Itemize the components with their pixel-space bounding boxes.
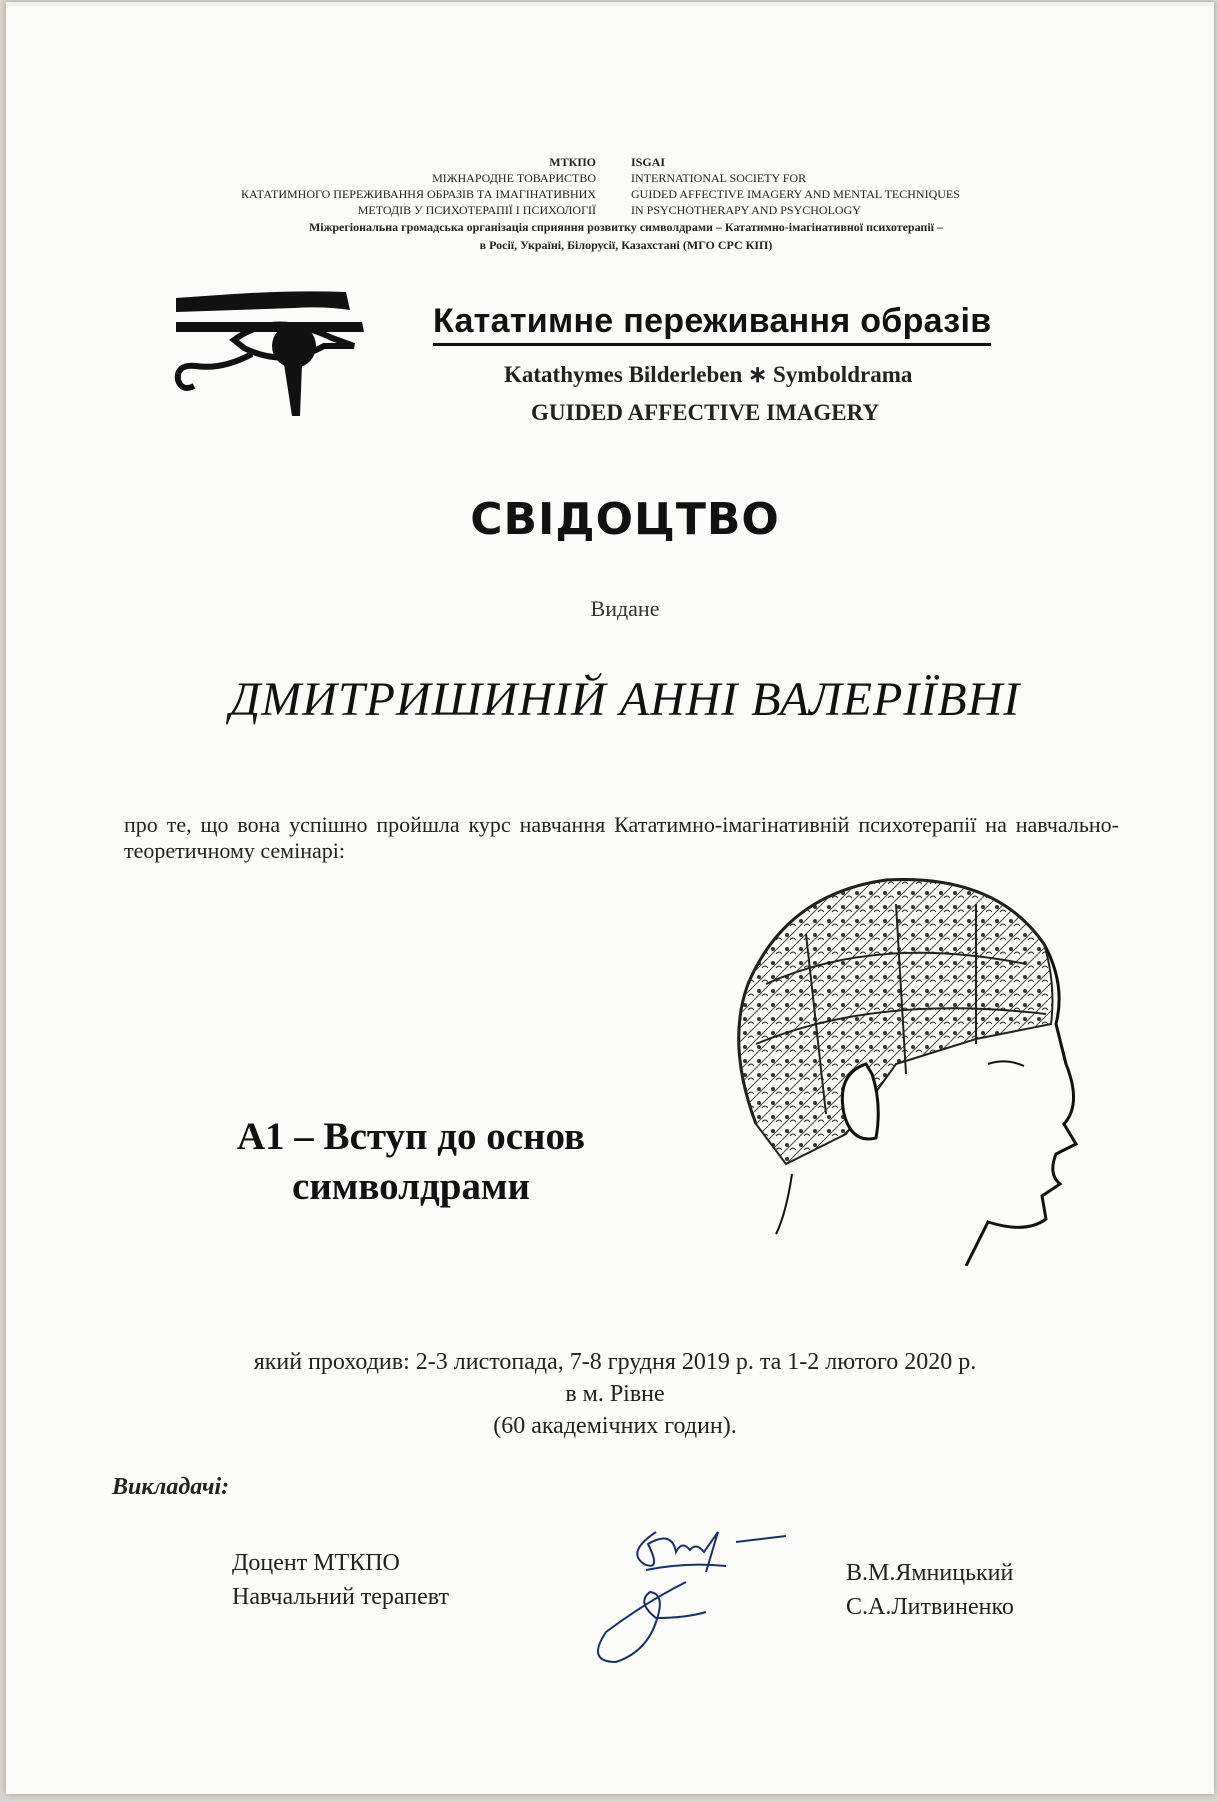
teacher-role-2: Навчальний терапевт [232, 1584, 449, 1610]
eye-of-horus-logo [174, 288, 370, 418]
organization-full-name [176, 218, 1076, 254]
org-abbr-left: МТКПО [549, 155, 596, 169]
org-header-left [241, 154, 596, 218]
teacher-name-1: В.М.Ямницький [846, 1560, 1014, 1586]
teacher-role-1: Доцент МТКПО [232, 1550, 400, 1576]
teacher-name-2: С.А.Литвиненко [846, 1594, 1014, 1620]
logo-subtitle-2: GUIDED AFFECTIVE IMAGERY [531, 400, 880, 425]
org-header-right [631, 154, 960, 218]
org-long-line-2: в Росії, Україні, Білорусії, Казахстані (МГО СРС КІП) [479, 238, 773, 252]
org-right-line-1: INTERNATIONAL SOCIETY FOR [631, 171, 807, 185]
org-long-line-1: Міжрегіональна громадська організація сприяння розвитку символдрами – Кататимно-імагінативної психотерапії – [308, 220, 943, 234]
org-abbr-right: ISGAI [631, 155, 666, 169]
teachers-label: Викладачі: [112, 1474, 230, 1500]
hours-line: (60 академічних годин). [493, 1413, 737, 1439]
certificate-page [6, 2, 1214, 1794]
certificate-body-text: про те, що вона успішно пройшла курс навчання Кататимно-імагінативній психотерапії на навчально-теоретичному семінарі: [124, 812, 1119, 863]
course-title-line-2: символдрами [292, 1165, 530, 1208]
paper-edge [6, 2, 1214, 6]
phrenology-head-illustration [726, 874, 1108, 1266]
issued-label: Видане [590, 596, 660, 621]
org-left-line-3: МЕТОДІВ У ПСИХОТЕРАПІЇ І ПСИХОЛОГІЇ [357, 203, 596, 217]
org-left-line-2: КАТАТИМНОГО ПЕРЕЖИВАННЯ ОБРАЗІВ ТА ІМАГІНАТИВНИХ [241, 187, 596, 201]
org-right-line-3: IN PSYCHOTHERAPY AND PSYCHOLOGY [631, 203, 861, 217]
logo-title: Кататимне переживання образів [433, 302, 991, 346]
org-right-line-2: GUIDED AFFECTIVE IMAGERY AND MENTAL TECHNIQUES [631, 187, 960, 201]
dates-line: який проходив: 2-3 листопада, 7-8 грудня 2019 р. та 1-2 лютого 2020 р. [253, 1349, 977, 1375]
course-title-line-1: А1 – Вступ до основ [236, 1115, 586, 1158]
logo-subtitle-1: Katathymes Bilderleben ∗ Symboldrama [504, 362, 913, 387]
handwritten-signatures [586, 1522, 846, 1672]
org-left-line-1: МІЖНАРОДНЕ ТОВАРИСТВО [432, 171, 596, 185]
recipient-name: ДМИТРИШИНІЙ АННІ ВАЛЕРІЇВНІ [229, 673, 1021, 726]
certificate-title: СВІДОЦТВО [470, 494, 780, 545]
course-title [196, 1112, 626, 1212]
city-line: в м. Рівне [565, 1381, 665, 1407]
course-dates [6, 1346, 1214, 1442]
